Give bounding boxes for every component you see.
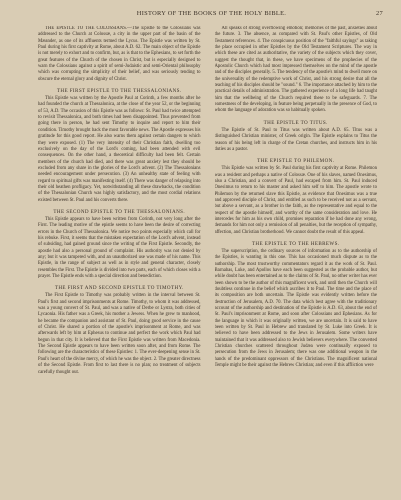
paragraph: THE EPISTLE TO THE COLOSSIANS.—The Epistle to the Colossians was addressed to the Church at Colossæ, a city in the upper part of the basin of the Mæander, as one of its affluents termed the Lycus. The Epistle was written by St. Paul during his first captivity at Rome, about A.D. 62. The main object of the Epistle is not merely to exhort and to confirm, but, as is that to the Ephesians, to set forth the great features of the Church of the chosen in Christ, but is especially designed to warn the Colossians against a spirit of semi-Judaistic and semi-Oriental philosophy which was corrupting the simplicity of their belief, and was seriously tending to obscure the eternal glory and dignity of Christ. bbox=[38, 26, 201, 82]
section-heading: THE FIRST AND SECOND EPISTLE TO TIMOTHY. bbox=[54, 285, 184, 292]
section-timothy bbox=[38, 285, 201, 375]
section-heading: THE FIRST EPISTLE TO THE THESSALONIANS. bbox=[56, 88, 182, 95]
right-column bbox=[215, 26, 378, 492]
section-hebrews bbox=[215, 241, 378, 370]
running-title: HISTORY OF THE BOOKS OF THE HOLY BIBLE. bbox=[136, 10, 287, 17]
paragraph: This Epistle was written by St. Paul during his first captivity at Rome. Philemon was a resident and perhaps a native of Colossæ. One of his slaves, named Onesimus, also a Christian, and a convert of Paul, had escaped from him. St. Paul induced Onesimus to return to his master and asked him self to him. The apostle wrote to Philemon by the returned slave this Epistle, as evidence that Onesimus was a true and approved disciple of Christ, and entitled as such to be received not as a servant, but above a servant, as a brother in the faith, as the representative and equal to the respect of the apostle himself, and worthy of the same consideration and love. He intercedes for him as his own child, promises reparation if he had done any wrong, demands for him not only a remission of all penalties, but the reception of sympathy, affection, and Christian brotherhood. We cannot doubt the result of this appeal. bbox=[214, 166, 377, 235]
page-number: 27 bbox=[376, 10, 383, 17]
paragraph: The Epistle of St. Paul to Titus was written about A.D. 65. Titus was a distinguished Christian minister, of Greek origin. The Epistle explains to Titus the reason of his being left in charge of the Cretan churches, and instructs him in his duties as a pastor. bbox=[214, 127, 377, 152]
paragraph: This Epistle appears to have been written from Corinth, not very long after the First. The leading motive of the epistle seems to have been the desire of correcting errors in the Church of Thessalonica. We notice two points especially which call for his rebuke. First, it seems that the mistaken expectation of the Lord's advent, instead of subsiding, had gained ground since the writing of the First Epistle. Secondly, the apostle had also a personal ground of complaint. His authority was not denied by any; but it was tampered with, and an unauthorized use was made of his name. This Epistle, in the range of subject as well as in style and general character, closely resembles the First. The Epistle is divided into two parts, each of which closes with a prayer. The Epistle ends with a special direction and benediction. bbox=[38, 216, 201, 280]
section-heading: THE EPISTLE TO THE HEBREWS. bbox=[251, 240, 340, 247]
section-heading: THE SECOND EPISTLE TO THE THESSALONIANS. bbox=[53, 208, 186, 215]
paragraph: The First Epistle to Timothy was probably written in the interval between St. Paul's first and second imprisonments at Rome. Timothy, to whom it was addressed, was a young convert of St. Paul, and was a native of Derbe or Lystra, both cities of Lycaonia. His father was a Greek, his mother a Jewess. When he grew to manhood, he became the companion and assistant of St. Paul, doing good service in the cause of Christ. He shared a portion of the apostle's imprisonment at Rome, and was afterwards left by him at Ephesus to continue and perfect the work which Paul had begun in that city. It is believed that the First Epistle was written from Macedonia. The Second Epistle appears to have been written soon after, and from Rome. The following are the characteristics of these Epistles: 1. The ever-deepening sense in St. Paul's heart of the divine mercy, of which he was the object. 2. The greater directness of the Second Epistle. From first to last there is no plan; no treatment of subjects carefully thought out. bbox=[38, 293, 201, 375]
text-columns bbox=[38, 26, 377, 492]
paragraph: All speaks of strong overflowing emotion; memories of the past, anxieties about the future. 3. The absence, as compared with St. Paul's other Epistles, of Old Testament references. 4. The conspicuous position of the "faithful sayings" as taking the place occupied in other Epistles by the Old Testament Scriptures. The way in which these are cited as authoritative, the variety of the subjects which they cover, suggest the thought that, in these, we have specimens of the prophecies of the Apostolic Church which had most impressed themselves on the mind of the apostle and of the disciples generally. 5. The tendency of the apostle's mind to dwell more on the universality of the redemptive work of Christ, and his strong desire that all the teaching of his disciples should be "sound." 6. The importance attached by him to the practical details of administration. The gathered experience of a long life had taught him that the wellbeing of the Church required these to be safeguards. 7. The earnestness of the developing, in feature being perpetually in the presence of God, to whom the language of adoration was so habitually spoken. bbox=[214, 26, 377, 114]
paragraph: This Epistle was written by the Apostle Paul at Corinth, a few months after he had founded the church at Thessalonica, at the close of the year 52, or the beginning of 53, A.D. The occasion of this Epistle was as follows: St. Paul had twice attempted to revisit Thessalonica, and both times had been disappointed. Thus prevented from going there in person, he had sent Timothy to inquire and report to him their condition. Timothy brought back the most favorable news. The Apostle expresses his gratitude for this good report. He also warns them against certain dangers to which they were exposed. (1) The very intensity of their Christian faith, dwelling too exclusively on the day of the Lord's coming, had been attended with evil consequences. On the other hand, a theoretical difficulty had been felt. Certain members of the church had died, and there was great anxiety lest they should be excluded from any share in the glories of the Lord's advent. (2) The Thessalonians needed encouragement under persecution. (3) An unhealthy state of feeling with regard to spiritual gifts was manifesting itself. (4) There was danger of relapsing into their old heathen profligacy. Yet, notwithstanding all these drawbacks, the condition of the Thessalonian Church was highly satisfactory, and the most cordial relations existed between St. Paul and his converts there. bbox=[38, 96, 201, 203]
paragraph: The superscription, the ordinary sources of information as to the authorship of the Epistles, is wanting in this one. This has occasioned much dispute as to the authorship. The most trustworthy commentators regard it as the work of St. Paul. Barnabas, Luke, and Apollos have each been suggested as the probable author, but while doubt has been entertained as to the claims of St. Paul, no other writer has ever been shown to be the author of this magnificent work, and until then the Church will doubtless continue in the belief which ascribes it to Paul. The time and the place of its composition are both uncertain. The Epistle was evidently written before the destruction of Jerusalem, A.D. 70. The data which best agree with the traditionary account of the authorship and destination of the Epistle is A.D. 63, about the end of St. Paul's imprisonment at Rome, and soon after Colossians and Ephesians. As for the language in which it was originally written, we are uncertain. It is said to have been written by St. Paul in Hebrew and translated by St. Luke into Greek. It is believed to have been addressed to the Jews in Jerusalem. Some writers have maintained that it was addressed also to Jewish believers everywhere. The converted Christian churches scattered throughout Judæa were continually exposed to persecution from the Jews in Jerusalem; there was one additional weapon in the hands of the predominant oppressors of the Christians. The magnificent national Temple might be their against the Hebrew Christian; and even if this affliction were bbox=[214, 248, 377, 369]
section-heading: THE EPISTLE TO TITUS. bbox=[263, 119, 328, 126]
section-heading: THE EPISTLE TO PHILEMON. bbox=[257, 158, 335, 165]
section-colossians bbox=[38, 26, 201, 83]
left-column bbox=[38, 26, 201, 492]
section-philemon bbox=[215, 158, 378, 236]
section-timothy-continued bbox=[215, 26, 378, 115]
section-1-thessalonians bbox=[38, 88, 201, 204]
section-titus bbox=[215, 120, 378, 153]
section-2-thessalonians bbox=[38, 209, 201, 280]
page-header bbox=[40, 10, 383, 22]
